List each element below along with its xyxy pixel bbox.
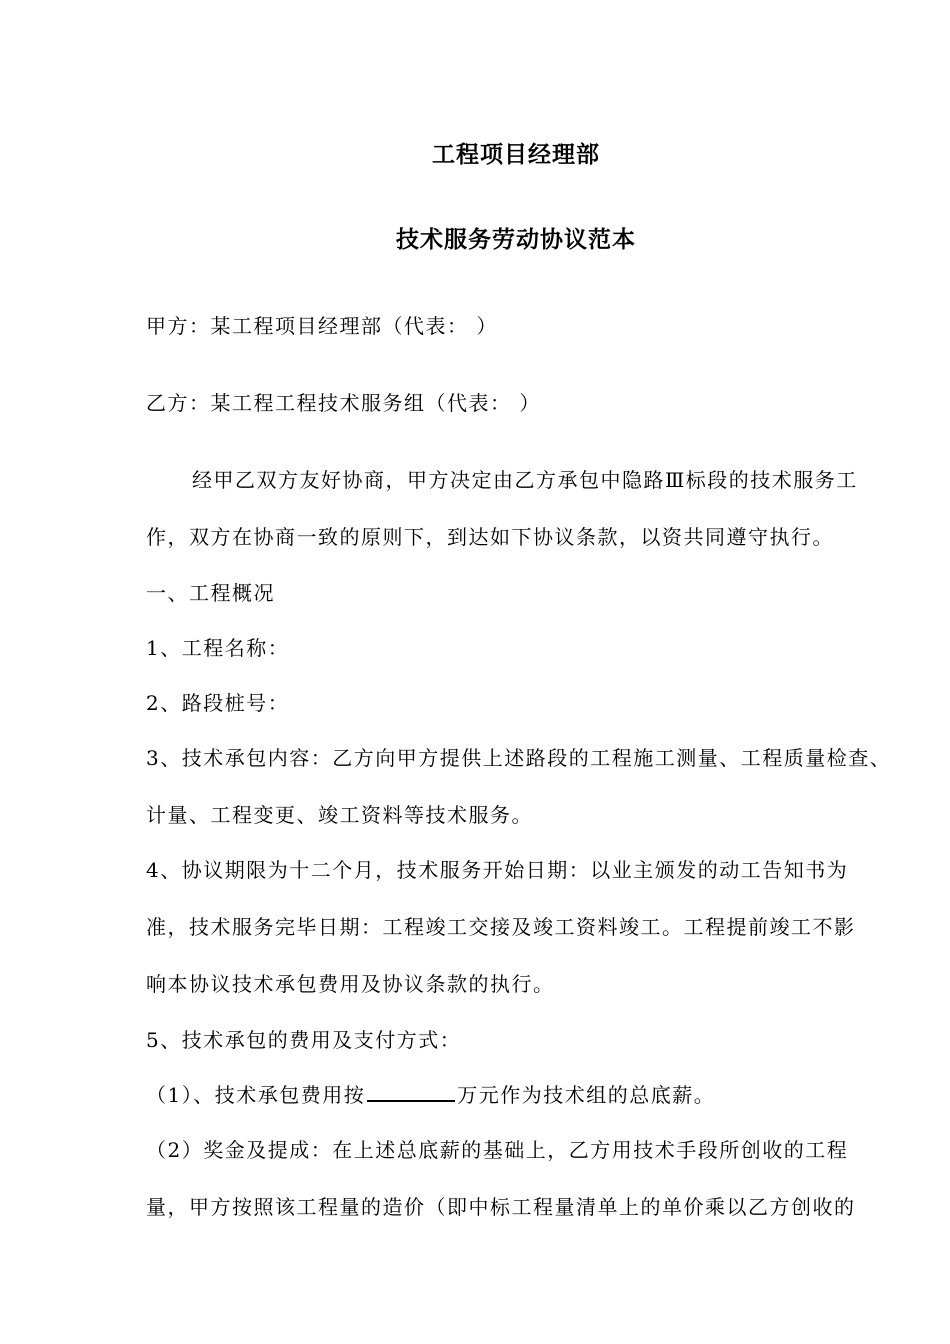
amount-blank [367, 1082, 455, 1102]
item3-line1: 3、技术承包内容：乙方向甲方提供上述路段的工程施工测量、工程质量检查、 [146, 746, 892, 770]
item5-2-line2: 量，甲方按照该工程量的造价（即中标工程量清单上的单价乘以乙方创收的 [146, 1195, 856, 1219]
item5-heading: 5、技术承包的费用及支付方式： [146, 1028, 462, 1052]
item5-2-line1: （2）奖金及提成：在上述总底薪的基础上，乙方用技术手段所创收的工程 [146, 1138, 849, 1162]
item5-1-suffix: 万元作为技术组的总底薪。 [457, 1083, 716, 1107]
document-title-line2: 技术服务劳动协议范本 [396, 226, 636, 253]
party-b-line: 乙方：某工程工程技术服务组（代表： ） [146, 391, 541, 415]
item4-line2: 准，技术服务完毕日期：工程竣工交接及竣工资料竣工。工程提前竣工不影 [146, 915, 856, 939]
item5-1-prefix: （1）、技术承包费用按 [146, 1083, 366, 1107]
party-a-line: 甲方：某工程项目经理部（代表： ） [146, 314, 498, 338]
intro-paragraph-line2: 作，双方在协商一致的原则下，到达如下协议条款，以资共同遵守执行。 [146, 525, 834, 549]
document-title-line1: 工程项目经理部 [432, 141, 600, 168]
section1-heading: 一、工程概况 [146, 581, 275, 605]
intro-paragraph-line1: 经甲乙双方友好协商，甲方决定由乙方承包中隐路Ⅲ标段的技术服务工 [192, 468, 858, 492]
item1-project-name: 1、工程名称： [146, 636, 290, 660]
item2-section-stake: 2、路段桩号： [146, 691, 290, 715]
item5-1-line [146, 1081, 916, 1109]
item4-line3: 响本协议技术承包费用及协议条款的执行。 [146, 972, 555, 996]
item4-line1: 4、协议期限为十二个月，技术服务开始日期：以业主颁发的动工告知书为 [146, 858, 849, 882]
item3-line2: 计量、工程变更、竣工资料等技术服务。 [146, 803, 533, 827]
